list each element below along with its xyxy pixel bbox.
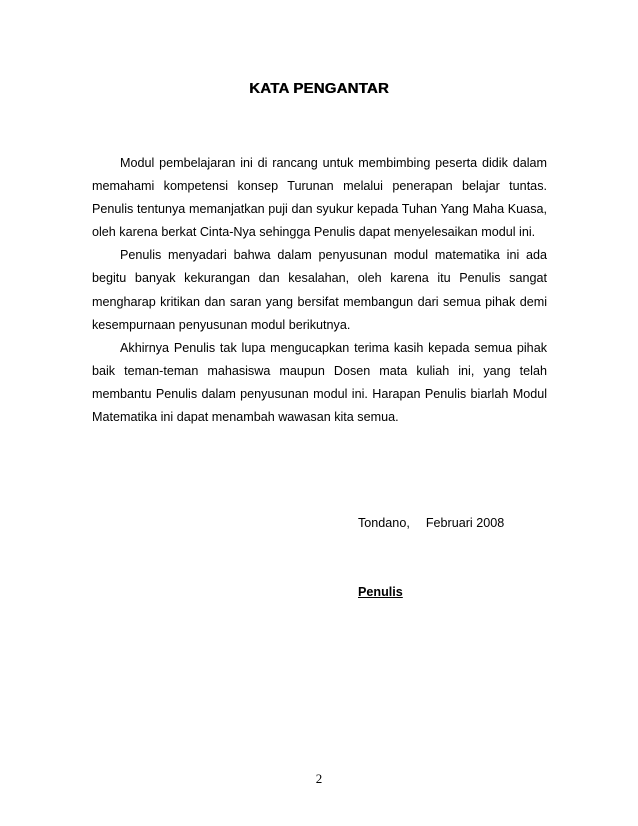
page-title — [0, 80, 638, 97]
place-date-line — [358, 516, 504, 530]
signer-name: Penulis — [358, 585, 403, 599]
page-title-text: KATA PENGANTAR — [249, 80, 389, 97]
body-text — [92, 152, 547, 429]
paragraph-1: Modul pembelajaran ini di rancang untuk membimbing peserta didik dalam memahami kompetensi konsep Turunan melalui penerapan belajar tuntas. Penulis tentunya memanjatkan puji dan syukur kepada Tuhan Yang Maha Kuasa, oleh karena berkat Cinta-Nya sehingga Penulis dapat menyelesaikan modul ini. — [92, 156, 547, 240]
place: Tondano, — [358, 516, 410, 530]
paragraph-3: Akhirnya Penulis tak lupa mengucapkan terima kasih kepada semua pihak baik teman-teman mahasiswa maupun Dosen mata kuliah ini, yang telah membantu Penulis dalam penyusunan modul ini. Harapan Penulis biarlah Modul Matematika ini dapat menambah wawasan kita semua. — [92, 340, 547, 425]
date: Februari 2008 — [425, 516, 505, 530]
paragraph-2: Penulis menyadari bahwa dalam penyusunan modul matematika ini ada begitu banyak kekurangan dan kesalahan, oleh karena itu Penulis sangat mengharap kritikan dan saran yang bersifat membangun dari semua pihak demi kesempurnaan penyusunan modul berikutnya. — [92, 248, 547, 332]
page-number: 2 — [315, 771, 323, 786]
